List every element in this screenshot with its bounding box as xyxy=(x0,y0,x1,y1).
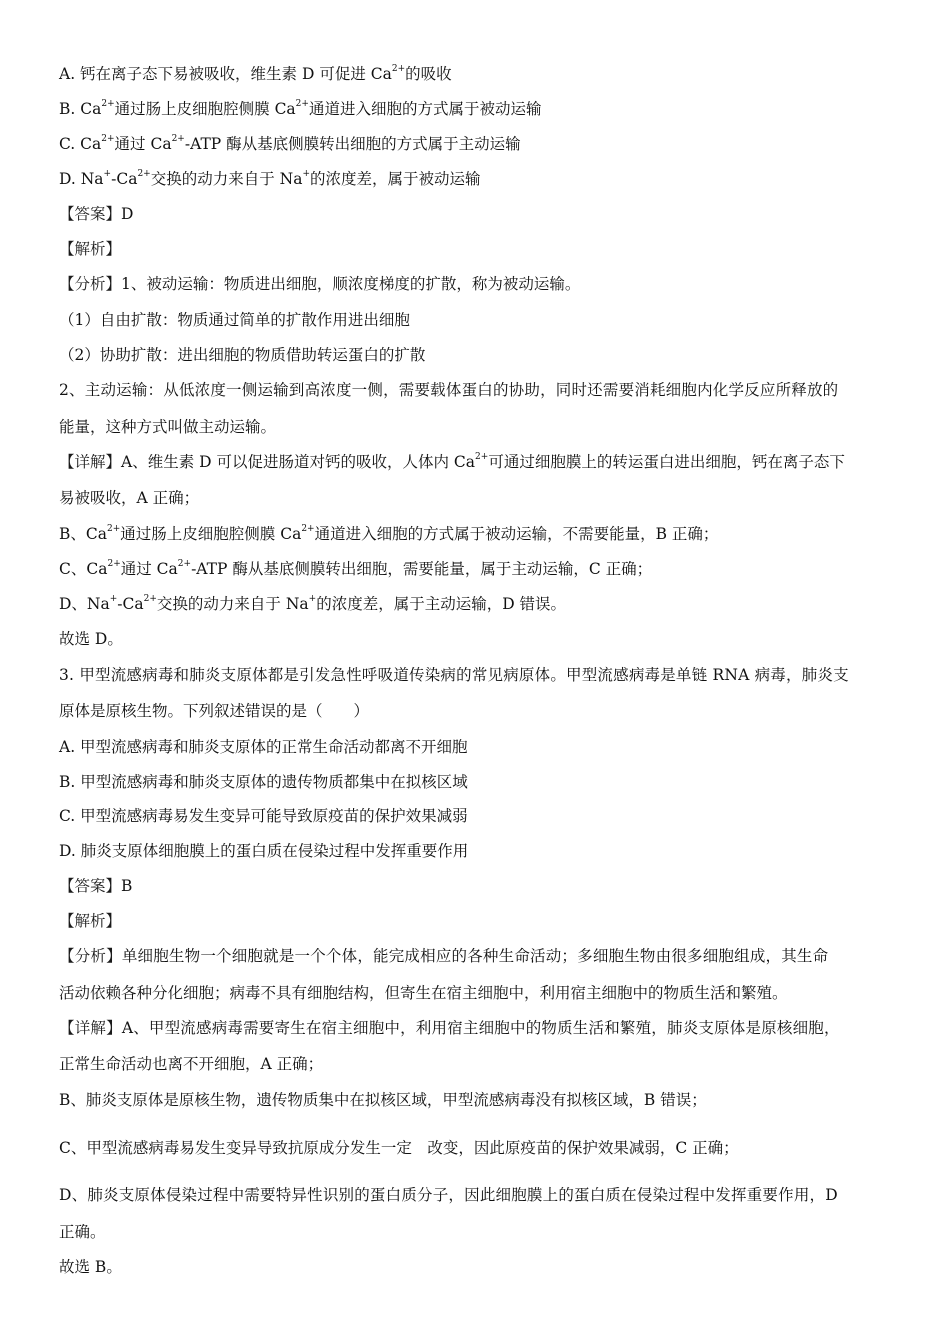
q2-fenxi-1: 【分析】1、被动运输：物质进出细胞，顺浓度梯度的扩散，称为被动运输。 xyxy=(59,275,581,293)
q2-analysis-heading: 【解析】 xyxy=(59,240,122,258)
q3-detail-b: B、肺炎支原体是原核生物，遗传物质集中在拟核区域，甲型流感病毒没有拟核区域，B 错误； xyxy=(59,1091,707,1109)
q3-option-a: A. 甲型流感病毒和肺炎支原体的正常生命活动都离不开细胞 xyxy=(59,738,468,756)
q2-answer: 【答案】D xyxy=(59,205,134,223)
q3-detail-a: 【详解】A、甲型流感病毒需要寄生在宿主细胞中，利用宿主细胞中的物质生活和繁殖，肺炎支原体是原核细胞， xyxy=(59,1019,840,1037)
q3-option-b: B. 甲型流感病毒和肺炎支原体的遗传物质都集中在拟核区域 xyxy=(59,773,468,791)
q2-detail-a: 【详解】A、维生素 D 可以促进肠道对钙的吸收，人体内 $Ca^{2+}$可通过细胞膜上的转运蛋白进出细胞，钙在离子态下 xyxy=(59,451,845,471)
q2-choose: 故选 D。 xyxy=(59,630,123,648)
q2-fenxi-2: （1）自由扩散：物质通过简单的扩散作用进出细胞 xyxy=(59,311,410,329)
q2-detail-a-cont: 易被吸收，A 正确； xyxy=(59,489,200,507)
q3-stem-1: 3. 甲型流感病毒和肺炎支原体都是引发急性呼吸道传染病的常见病原体。甲型流感病毒是单链 RNA 病毒，肺炎支 xyxy=(59,666,849,684)
q2-detail-c: C、$Ca^{2+}$通过 $Ca^{2+}$-ATP 酶从基底侧膜转出细胞，需要能量，属于主动运输，C 正确； xyxy=(59,558,653,578)
q3-choose: 故选 B。 xyxy=(59,1258,122,1276)
q2-option-a: A. 钙在离子态下易被吸收，维生素 D 可促进 $Ca^{2+}$的吸收 xyxy=(59,63,452,83)
q3-fenxi-1: 【分析】单细胞生物一个细胞就是一个个体，能完成相应的各种生命活动；多细胞生物由很多细胞组成，其生命 xyxy=(59,947,829,965)
q3-option-d: D. 肺炎支原体细胞膜上的蛋白质在侵染过程中发挥重要作用 xyxy=(59,842,469,860)
q2-fenxi-3: （2）协助扩散：进出细胞的物质借助转运蛋白的扩散 xyxy=(59,346,426,364)
q2-option-b: B. $Ca^{2+}$通过肠上皮细胞腔侧膜 $Ca^{2+}$通道进入细胞的方式属于被动运输 xyxy=(59,98,542,118)
q2-option-d: D. $Na^+-Ca^{2+}$交换的动力来自于 Na+的浓度差，属于被动运输 xyxy=(59,168,481,188)
q2-detail-d: D、$Na^+-Ca^{2+}$交换的动力来自于 Na+的浓度差，属于主动运输，D 错误。 xyxy=(59,593,567,613)
q2-fenxi-4: 2、主动运输：从低浓度一侧运输到高浓度一侧，需要载体蛋白的协助，同时还需要消耗细胞内化学反应所释放的 xyxy=(59,381,839,399)
q3-answer: 【答案】B xyxy=(59,877,133,895)
q3-stem-2: 原体是原核生物。下列叙述错误的是（ ） xyxy=(59,702,370,720)
q3-detail-d-cont: 正确。 xyxy=(59,1223,106,1241)
q2-detail-b: B、$Ca^{2+}$通过肠上皮细胞腔侧膜 $Ca^{2+}$通道进入细胞的方式属于被动运输，不需要能量，B 正确； xyxy=(59,523,719,543)
q3-detail-c: C、甲型流感病毒易发生变异导致抗原成分发生一定 改变，因此原疫苗的保护效果减弱，C 正确； xyxy=(59,1139,739,1157)
q2-option-c: C. $Ca^{2+}$通过 $Ca^{2+}$-ATP 酶从基底侧膜转出细胞的方式属于主动运输 xyxy=(59,133,521,153)
q3-option-c: C. 甲型流感病毒易发生变异可能导致原疫苗的保护效果减弱 xyxy=(59,807,468,825)
q3-fenxi-2: 活动依赖各种分化细胞；病毒不具有细胞结构，但寄生在宿主细胞中，利用宿主细胞中的物质生活和繁殖。 xyxy=(59,984,788,1002)
q3-detail-a-cont: 正常生命活动也离不开细胞，A 正确； xyxy=(59,1055,324,1073)
q3-analysis-heading: 【解析】 xyxy=(59,912,122,930)
q2-fenxi-5: 能量，这种方式叫做主动运输。 xyxy=(59,418,277,436)
q3-detail-d: D、肺炎支原体侵染过程中需要特异性识别的蛋白质分子，因此细胞膜上的蛋白质在侵染过程中发挥重要作用，D xyxy=(59,1186,838,1204)
